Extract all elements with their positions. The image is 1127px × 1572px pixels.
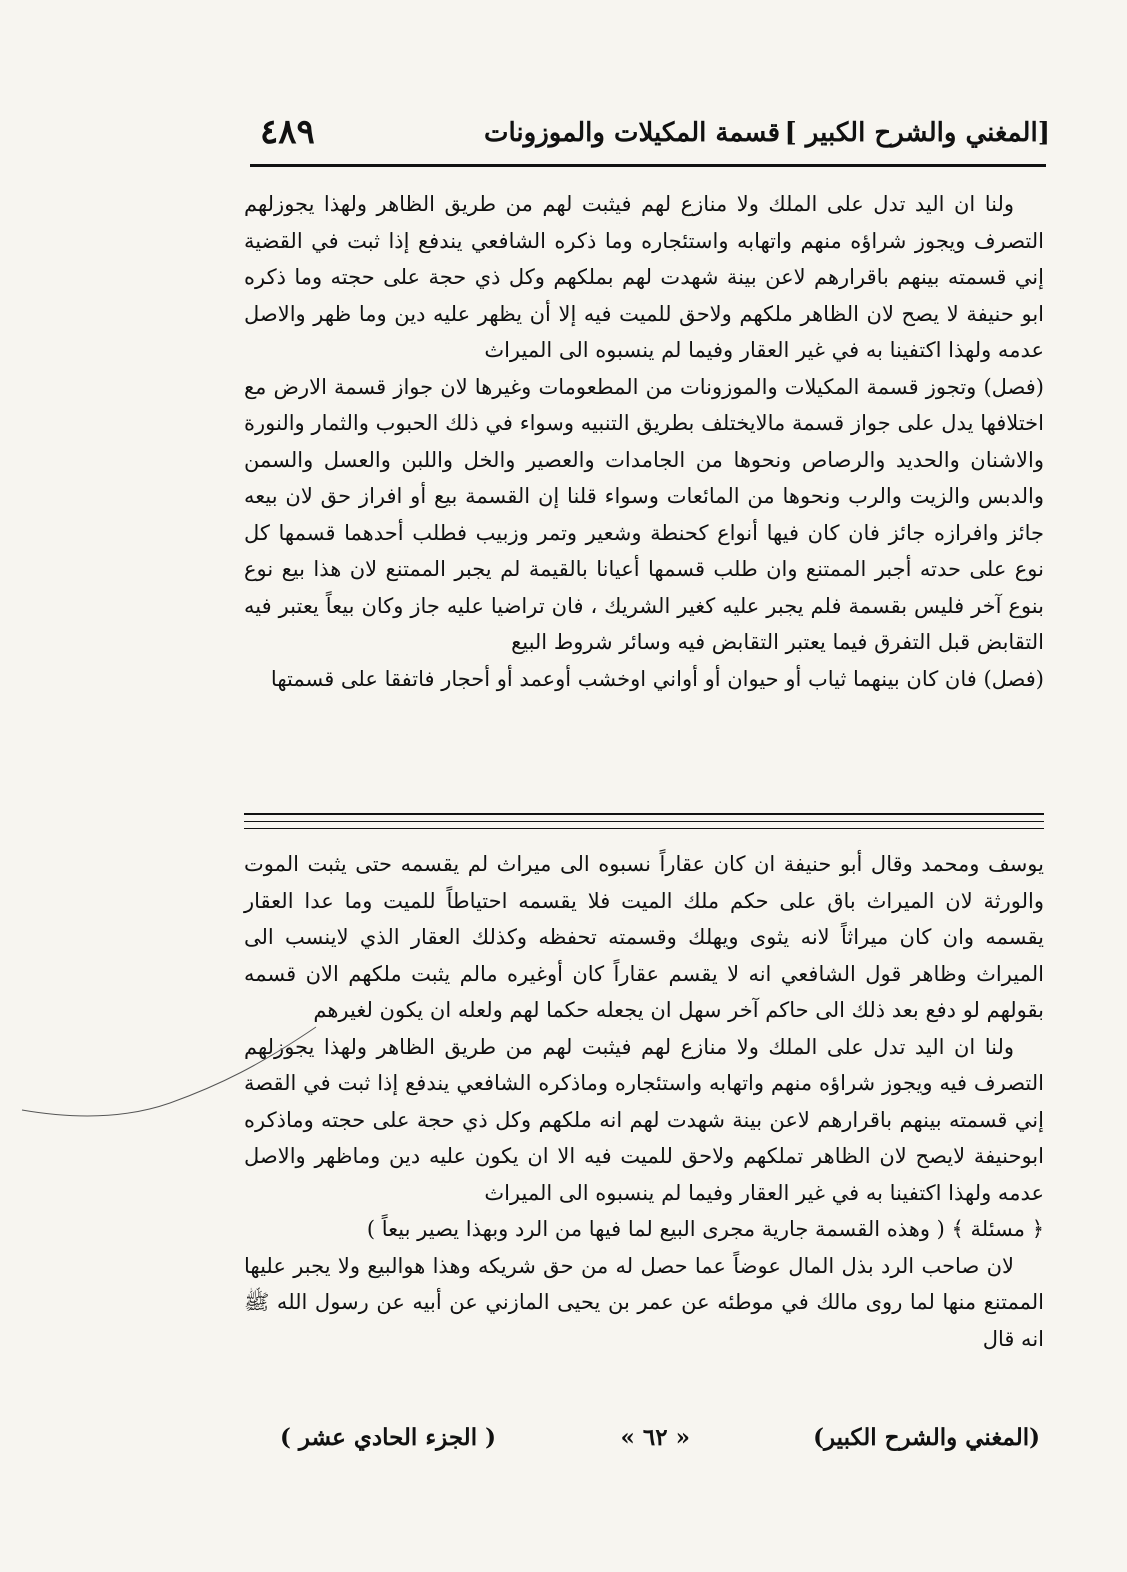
paragraph: (فصل) وتجوز قسمة المكيلات والموزونات من المطعومات وغيرها لان جواز قسمة الارض مع اختلافها يدل على جواز قسمة مالايختلف بطريق التنبيه وسواء في ذلك الحبوب والثمار والنورة والاشنان والحديد والرصاص ونحوها من الجامدات والعصير والخل واللبن والعسل والسمن والدبس والزيت والرب ونحوها من المائعات وسواء قلنا إن القسمة بيع أو افراز حق لان بيعه جائز وافرازه جائز فان كان فيها أنواع كحنطة وشعير وتمر وزبيب فطلب أحدهما قسمها كل نوع على حدته أجبر الممتنع وان طلب قسمها أعيانا بالقيمة لم يجبر الممتنع لان هذا بيع نوع بنوع آخر فليس بقسمة فلم يجبر عليه كغير الشريك ، فان تراضيا عليه جاز وكان بيعاً يعتبر فيه التقابض قبل التفرق فيما يعتبر التقابض فيه وسائر شروط البيع <box>244 374 1044 654</box>
header-rule <box>250 164 1046 167</box>
section-divider <box>244 821 1044 822</box>
paragraph: (فصل) فان كان بينهما ثياب أو حيوان أو أواني اوخشب أوعمد أو أحجار فاتفقا على قسمتها <box>270 666 1044 691</box>
running-book-title: [المغني والشرح الكبير ] <box>784 118 1050 148</box>
paragraph: ﴿ مسئلة ﴾ ( وهذه القسمة جارية مجرى البيع لما فيها من الرد وبهذا يصير بيعاً ) <box>366 1217 1044 1241</box>
section-divider <box>244 813 1044 815</box>
paragraph: يوسف ومحمد وقال أبو حنيفة ان كان عقاراً نسبوه الى ميراث لم يقسمه حتى يثبت الموت والورثة لان الميراث باق على حكم ملك الميت فلا يقسمه احتياطاً للميت وما عدا العقار يقسمه وان كان ميراثاً لانه يثوى ويهلك وقسمته تحفظه وكذلك العقار الذي لاينسب الى الميراث وظاهر قول الشافعي انه لا يقسم عقاراً كان أوغيره مالم يثبت ملكهم الان قسمه بقولهم لو دفع بعد ذلك الى حاكم آخر سهل ان يجعله حكما لهم ولعله ان يكون لغيرهم <box>244 852 1044 1022</box>
section-divider <box>244 828 1044 829</box>
page-header <box>250 112 1050 158</box>
footer-book-title: (المغني والشرح الكبير) <box>813 1424 1040 1451</box>
page-number: ٤٨٩ <box>260 112 315 152</box>
page-footer <box>250 1424 1050 1464</box>
margin-pen-stroke <box>20 1025 320 1125</box>
running-chapter-title: قسمة المكيلات والموزونات <box>484 118 780 148</box>
paragraph: ولنا ان اليد تدل على الملك ولا منازع لهم فيثبت لهم من طريق الظاهر ولهذا يجوزلهم التصرف فيه ويجوز شراؤه منهم واتهابه واستئجاره وماذكره الشافعي يندفع إذا ثبت في القصة إني قسمته بينهم باقرارهم لاعن بينة شهدت لهم انه ملكهم وكل ذي حجة على حجته وماذكره ابوحنيفة لايصح لان الظاهر تملكهم ولاحق للميت فيه الا ان يكون عليه دين وماظهر والاصل عدمه ولهذا اكتفينا به في غير العقار وفيما لم ينسبوه الى الميراث <box>244 1034 1044 1205</box>
paragraph: ولنا ان اليد تدل على الملك ولا منازع لهم فيثبت لهم من طريق الظاهر ولهذا يجوزلهم التصرف ويجوز شراؤه منهم واتهابه واستئجاره وما ذكره الشافعي يندفع إذا ثبت في القضية إني قسمته بينهم باقرارهم لاعن بينة شهدت لهم بملكهم وكل ذي حجة على حجته وما ذكره ابو حنيفة لا يصح لان الظاهر ملكهم ولاحق للميت فيه إلا أن يظهر عليه دين وما ظهر والاصل عدمه ولهذا اكتفينا به في غير العقار وفيما لم ينسبوه الى الميراث <box>244 192 1044 362</box>
upper-text-section <box>244 186 1044 697</box>
footer-folio: « ٦٢ » <box>620 1424 690 1451</box>
lower-text-section <box>244 846 1044 1357</box>
paragraph: لان صاحب الرد بذل المال عوضاً عما حصل له من حق شريكه وهذا هوالبيع ولا يجبر عليها الممتنع منها لما روى مالك في موطئه عن عمر بن يحيى المازني عن أبيه عن رسول الله ﷺ انه قال <box>244 1253 1044 1351</box>
footer-volume: ( الجزء الحادي عشر ) <box>280 1424 496 1451</box>
